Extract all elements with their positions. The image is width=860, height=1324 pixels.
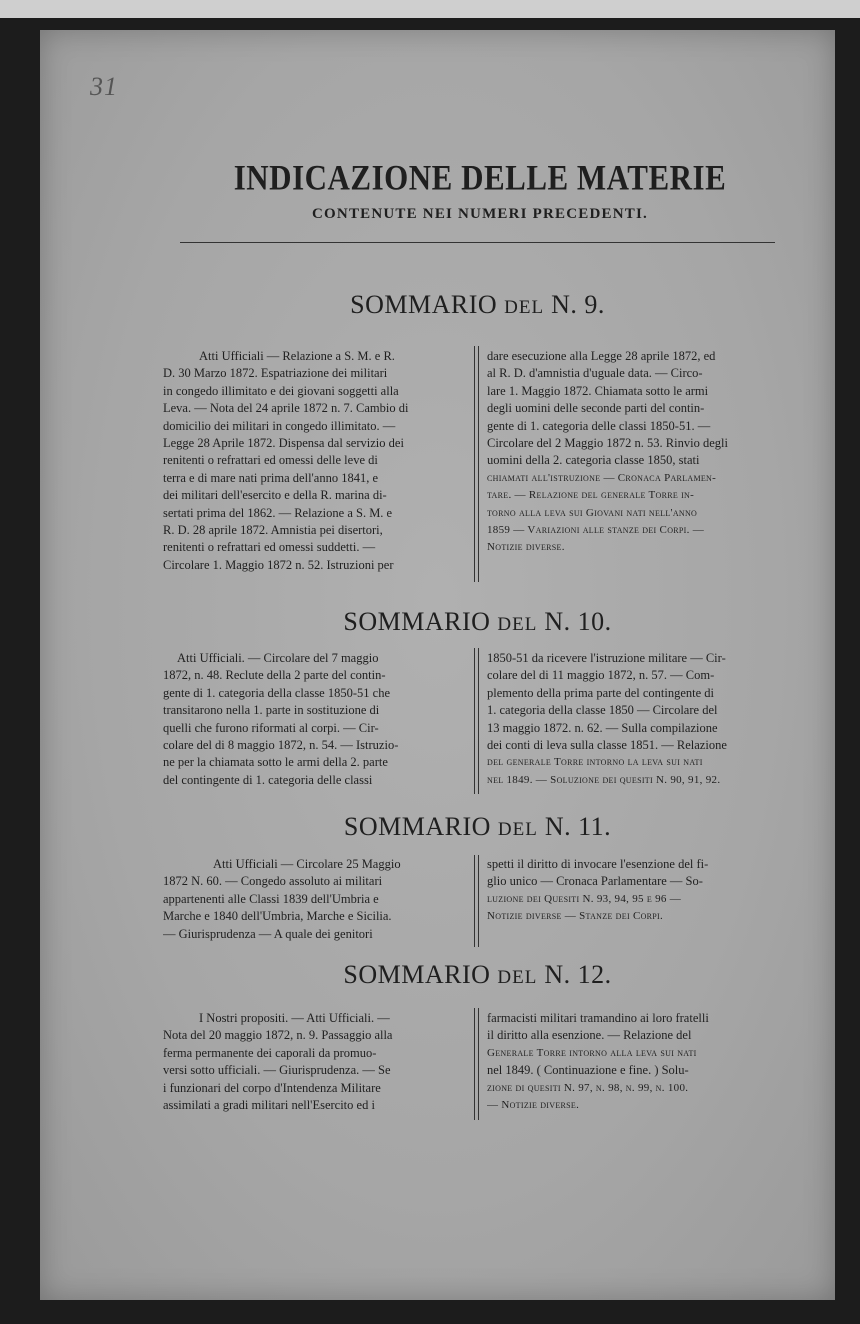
heading-small: DEL [504,297,545,318]
section-10-right-column [487,650,777,789]
text-line: R. D. 28 aprile 1872. Amnistia pei disertori, [163,523,383,538]
section-12-left-column [163,1010,468,1114]
text-line: colare del di 8 maggio 1872, n. 54. — Istruzio- [163,738,399,753]
heading-main: SOMMARIO [343,812,491,841]
text-line: Generale Torre intorno alla leva sui nati [487,1046,697,1059]
text-line: Leva. — Nota del 24 aprile 1872 n. 7. Cambio di [163,401,409,416]
text-line: glio unico — Cronaca Parlamentare — So- [487,874,703,889]
text-line: dare esecuzione alla Legge 28 aprile 1872, ed [487,349,716,363]
section-heading-11 [180,812,775,842]
text-line: ferma permanente dei caporali da promuo- [163,1045,377,1060]
section-heading-10 [180,607,775,637]
text-line: Atti Ufficiali. — Circolare del 7 maggio [177,651,379,665]
text-line: 1872, n. 48. Reclute della 2 parte del contin- [163,668,386,683]
text-line: quelli che furono riformati al corpi. — Cir- [163,720,379,735]
section-heading-9 [180,290,775,320]
heading-small: DEL [497,967,538,988]
title-divider [180,242,775,243]
text-line: plemento della prima parte del contingente di [487,685,715,700]
page-title: INDICAZIONE DELLE MATERIE [233,157,727,198]
section-10-left-column [163,650,468,789]
heading-number: N. 9. [551,290,605,319]
heading-number: N. 10. [544,607,612,636]
text-line: 1859 — Variazioni alle stanze dei Corpi. — [487,524,705,537]
section-heading-12 [180,960,775,990]
page-subtitle: CONTENUTE NEI NUMERI PRECEDENTI. [312,206,648,222]
text-line: chiamati all'istruzione — Cronaca Parlamen- [487,471,717,484]
text-line: degli uomini delle seconde parti del contin- [487,401,705,416]
text-line: I Nostri propositi. — Atti Ufficiali. — [199,1011,390,1025]
text-line: gente di 1. categoria delle classi 1850-51. — [487,418,711,433]
text-line: il diritto alla esenzione. — Relazione del [487,1028,692,1043]
text-line: renitenti o refrattari ed omessi suddetti. — [163,540,376,555]
text-line: renitenti o refrattari ed omessi delle leve di [163,453,378,468]
text-line: colare del di 11 maggio 1872, n. 57. — Com- [487,668,715,683]
text-line: uomini della 2. categoria classe 1850, stati [487,453,700,468]
page-number: 31 [90,72,118,101]
text-line: assimilati a gradi militari nell'Esercito ed i [163,1098,375,1113]
text-line: Circolare del 2 Maggio 1872 n. 53. Rinvio degli [487,436,728,451]
text-line: Nota del 20 maggio 1872, n. 9. Passaggio alla [163,1028,393,1043]
section-11-right-column [487,856,777,926]
section-9-right-column [487,348,777,557]
heading-small: DEL [497,614,538,635]
text-line: 13 maggio 1872. n. 62. — Sulla compilazione [487,720,718,735]
text-line: gente di 1. categoria della classe 1850-51 che [163,685,390,700]
text-line: transitarono nella 1. parte in sostituzione di [163,703,380,718]
text-line: del generale Torre intorno la leva sui nati [487,756,703,769]
section-11-left-column [163,856,468,943]
text-line: in congedo illimitato e dei giovani soggetti alla [163,383,399,398]
text-line: i funzionari del corpo d'Intendenza Militare [163,1080,381,1095]
text-line: — Giurisprudenza — A quale dei genitori [163,926,373,941]
heading-main: SOMMARIO [343,960,491,989]
text-line: sertati prima del 1862. — Relazione a S. M. e [163,505,393,520]
text-line: del contingente di 1. categoria delle classi [163,772,373,787]
text-line: domicilio dei militari in congedo illimitato. — [163,418,396,433]
section-12-right-column [487,1010,777,1114]
text-line: 1850-51 da ricevere l'istruzione militare — Cir- [487,651,726,665]
column-divider [474,855,475,947]
text-line: torno alla leva sui Giovani nati nell'anno [487,506,698,519]
column-divider [478,346,479,582]
text-line: appartenenti alle Classi 1839 dell'Umbria e [163,891,379,906]
text-line: versi sotto ufficiali. — Giurisprudenza. — Se [163,1063,391,1078]
scan-border [0,0,860,18]
text-line: 1872 N. 60. — Congedo assoluto ai militari [163,874,383,889]
text-line: terra e di mare nati prima dell'anno 1841, e [163,470,379,485]
text-line: luzione dei Quesiti N. 93, 94, 95 e 96 — [487,892,682,905]
text-line: tare. — Relazione del generale Torre in- [487,489,695,502]
heading-number: N. 11. [544,812,612,841]
column-divider [474,648,475,794]
heading-main: SOMMARIO [350,290,498,319]
text-line: — Notizie diverse. [487,1099,580,1112]
text-line: 1. categoria della classe 1850 — Circolare del [487,703,718,718]
text-line: al R. D. d'amnistia d'uguale data. — Circo- [487,366,703,381]
text-line: nel 1849. ( Continuazione e fine. ) Solu- [487,1063,689,1078]
column-divider [478,855,479,947]
text-line: spetti il diritto di invocare l'esenzione del fi- [487,857,709,871]
text-line: farmacisti militari tramandino ai loro fratelli [487,1011,709,1025]
heading-main: SOMMARIO [343,607,491,636]
text-line: D. 30 Marzo 1872. Espatriazione dei militari [163,366,388,381]
text-line: Notizie diverse. [487,541,565,554]
column-divider [478,1008,479,1120]
text-line: Circolare 1. Maggio 1872 n. 52. Istruzioni per [163,557,394,572]
heading-number: N. 12. [544,960,612,989]
text-line: dei conti di leva sulla classe 1851. — Relazione [487,738,727,753]
section-9-left-column [163,348,468,574]
column-divider [474,1008,475,1120]
heading-small: DEL [497,819,538,840]
text-line: nel 1849. — Soluzione dei quesiti N. 90, 91, 92. [487,773,721,786]
text-line: dei militari dell'esercito e della R. marina di- [163,488,387,503]
text-line: zione di quesiti N. 97, n. 98, n. 99, n. 100. [487,1081,689,1094]
column-divider [478,648,479,794]
text-line: Marche e 1840 dell'Umbria, Marche e Sicilia. [163,909,392,924]
text-line: Notizie diverse — Stanze dei Corpi. [487,910,664,923]
text-line: Atti Ufficiali — Relazione a S. M. e R. [199,349,395,363]
text-line: Legge 28 Aprile 1872. Dispensa dal servizio dei [163,436,404,451]
text-line: lare 1. Maggio 1872. Chiamata sotto le armi [487,383,709,398]
column-divider [474,346,475,582]
text-line: ne per la chiamata sotto le armi della 2. parte [163,755,388,770]
text-line: Atti Ufficiali — Circolare 25 Maggio [213,857,401,871]
